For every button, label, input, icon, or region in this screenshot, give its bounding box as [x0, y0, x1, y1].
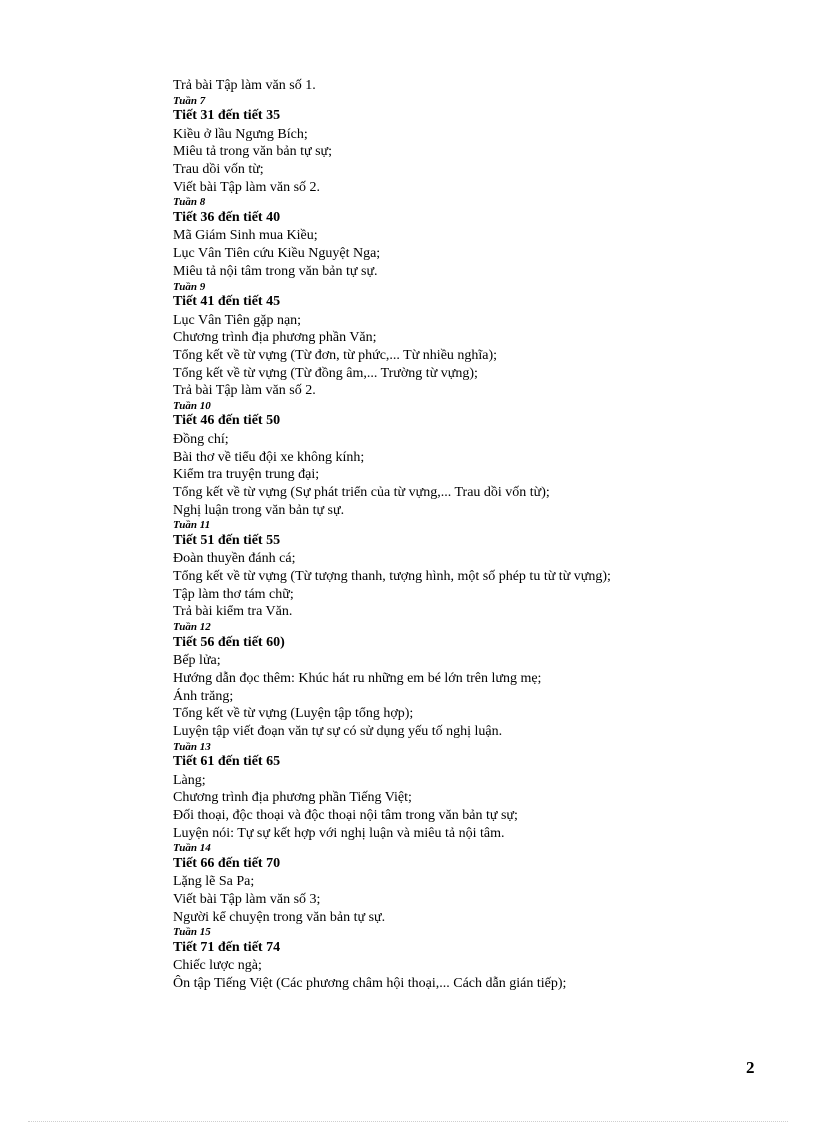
- lesson-range-heading: Tiết 46 đến tiết 50: [173, 413, 281, 429]
- document-body: [173, 77, 773, 993]
- lesson-range-heading: Tiết 66 đến tiết 70: [173, 855, 281, 871]
- content-line: Tổng kết về từ vựng (Từ tượng thanh, tượng hình, một số phép tu từ từ vựng);: [173, 569, 611, 585]
- lesson-range-heading: Tiết 31 đến tiết 35: [173, 108, 281, 124]
- content-line: Ôn tập Tiếng Việt (Các phương châm hội thoại,... Cách dẫn gián tiếp);: [173, 976, 567, 992]
- week-heading: Tuần 13: [173, 740, 211, 753]
- week-heading: Tuần 10: [173, 399, 211, 412]
- content-line: Trả bài Tập làm văn số 1.: [173, 78, 316, 93]
- lesson-range-heading: Tiết 61 đến tiết 65: [173, 754, 281, 770]
- content-line: Chương trình địa phương phần Văn;: [173, 330, 377, 346]
- week-heading: Tuần 7: [173, 94, 206, 107]
- content-line: Tổng kết về từ vựng (Luyện tập tổng hợp);: [173, 706, 414, 722]
- content-line: Trả bài Tập làm văn số 2.: [173, 383, 316, 399]
- week-heading: Tuần 9: [173, 280, 206, 293]
- content-line: Miêu tả nội tâm trong văn bản tự sự.: [173, 263, 378, 279]
- content-line: Lục Vân Tiên gặp nạn;: [173, 312, 302, 328]
- content-line: Người kể chuyện trong văn bản tự sự.: [173, 909, 386, 925]
- page-bottom-divider: [28, 1121, 788, 1122]
- content-line: Bếp lửa;: [173, 653, 221, 669]
- content-line: Luyện tập viết đoạn văn tự sự có sử dụng yếu tố nghị luận.: [173, 723, 503, 739]
- content-line: Tổng kết về từ vựng (Từ đơn, từ phức,... Từ nhiều nghĩa);: [173, 347, 498, 363]
- week-heading: Tuần 12: [173, 621, 211, 634]
- content-line: Đoàn thuyền đánh cá;: [173, 551, 296, 567]
- content-line: Chương trình địa phương phần Tiếng Việt;: [173, 790, 412, 806]
- content-line: Viết bài Tập làm văn số 3;: [173, 892, 321, 907]
- week-heading: Tuần 8: [173, 196, 206, 209]
- content-line: Nghị luận trong văn bản tự sự.: [173, 502, 345, 518]
- content-line: Miêu tả trong văn bản tự sự;: [173, 144, 333, 160]
- lesson-range-heading: Tiết 56 đến tiết 60): [173, 634, 285, 650]
- content-line: Đối thoại, độc thoại và độc thoại nội tâm trong văn bản tự sự;: [173, 807, 518, 823]
- lesson-range-heading: Tiết 36 đến tiết 40: [173, 209, 281, 225]
- content-line: Tổng kết về từ vựng (Sự phát triển của từ vựng,... Trau dồi vốn từ);: [173, 485, 550, 500]
- content-line: Kiểm tra truyện trung đại;: [173, 467, 320, 483]
- content-line: Kiều ở lầu Ngưng Bích;: [173, 126, 308, 142]
- week-heading: Tuần 15: [173, 926, 211, 939]
- content-line: Lặng lẽ Sa Pa;: [173, 874, 255, 890]
- content-line: Làng;: [173, 772, 206, 788]
- week-heading: Tuần 14: [173, 842, 211, 855]
- content-line: Viết bài Tập làm văn số 2.: [173, 179, 321, 195]
- content-line: Mã Giám Sinh mua Kiều;: [173, 228, 318, 244]
- content-line: Hướng dẫn đọc thêm: Khúc hát ru những em bé lớn trên lưng mẹ;: [173, 670, 542, 686]
- content-line: Chiếc lược ngà;: [173, 958, 262, 974]
- page-number: 2: [746, 1058, 755, 1077]
- content-line: Bài thơ về tiểu đội xe không kính;: [173, 449, 365, 465]
- content-line: Luyện nói: Tự sự kết hợp với nghị luận và miêu tả nội tâm.: [173, 825, 505, 841]
- lesson-range-heading: Tiết 41 đến tiết 45: [173, 294, 281, 309]
- week-heading: Tuần 11: [173, 519, 211, 532]
- content-line: Trả bài kiểm tra Văn.: [173, 604, 293, 620]
- lesson-range-heading: Tiết 51 đến tiết 55: [173, 532, 281, 548]
- lesson-range-heading: Tiết 71 đến tiết 74: [173, 939, 281, 955]
- content-line: Đồng chí;: [173, 431, 229, 447]
- content-line: Tập làm thơ tám chữ;: [173, 586, 294, 602]
- content-line: Tổng kết về từ vựng (Từ đồng âm,... Trường từ vựng);: [173, 365, 478, 381]
- content-line: Trau dồi vốn từ;: [173, 162, 264, 178]
- content-line: Lục Vân Tiên cứu Kiều Nguyệt Nga;: [173, 246, 381, 262]
- content-line: Ánh trăng;: [173, 688, 234, 704]
